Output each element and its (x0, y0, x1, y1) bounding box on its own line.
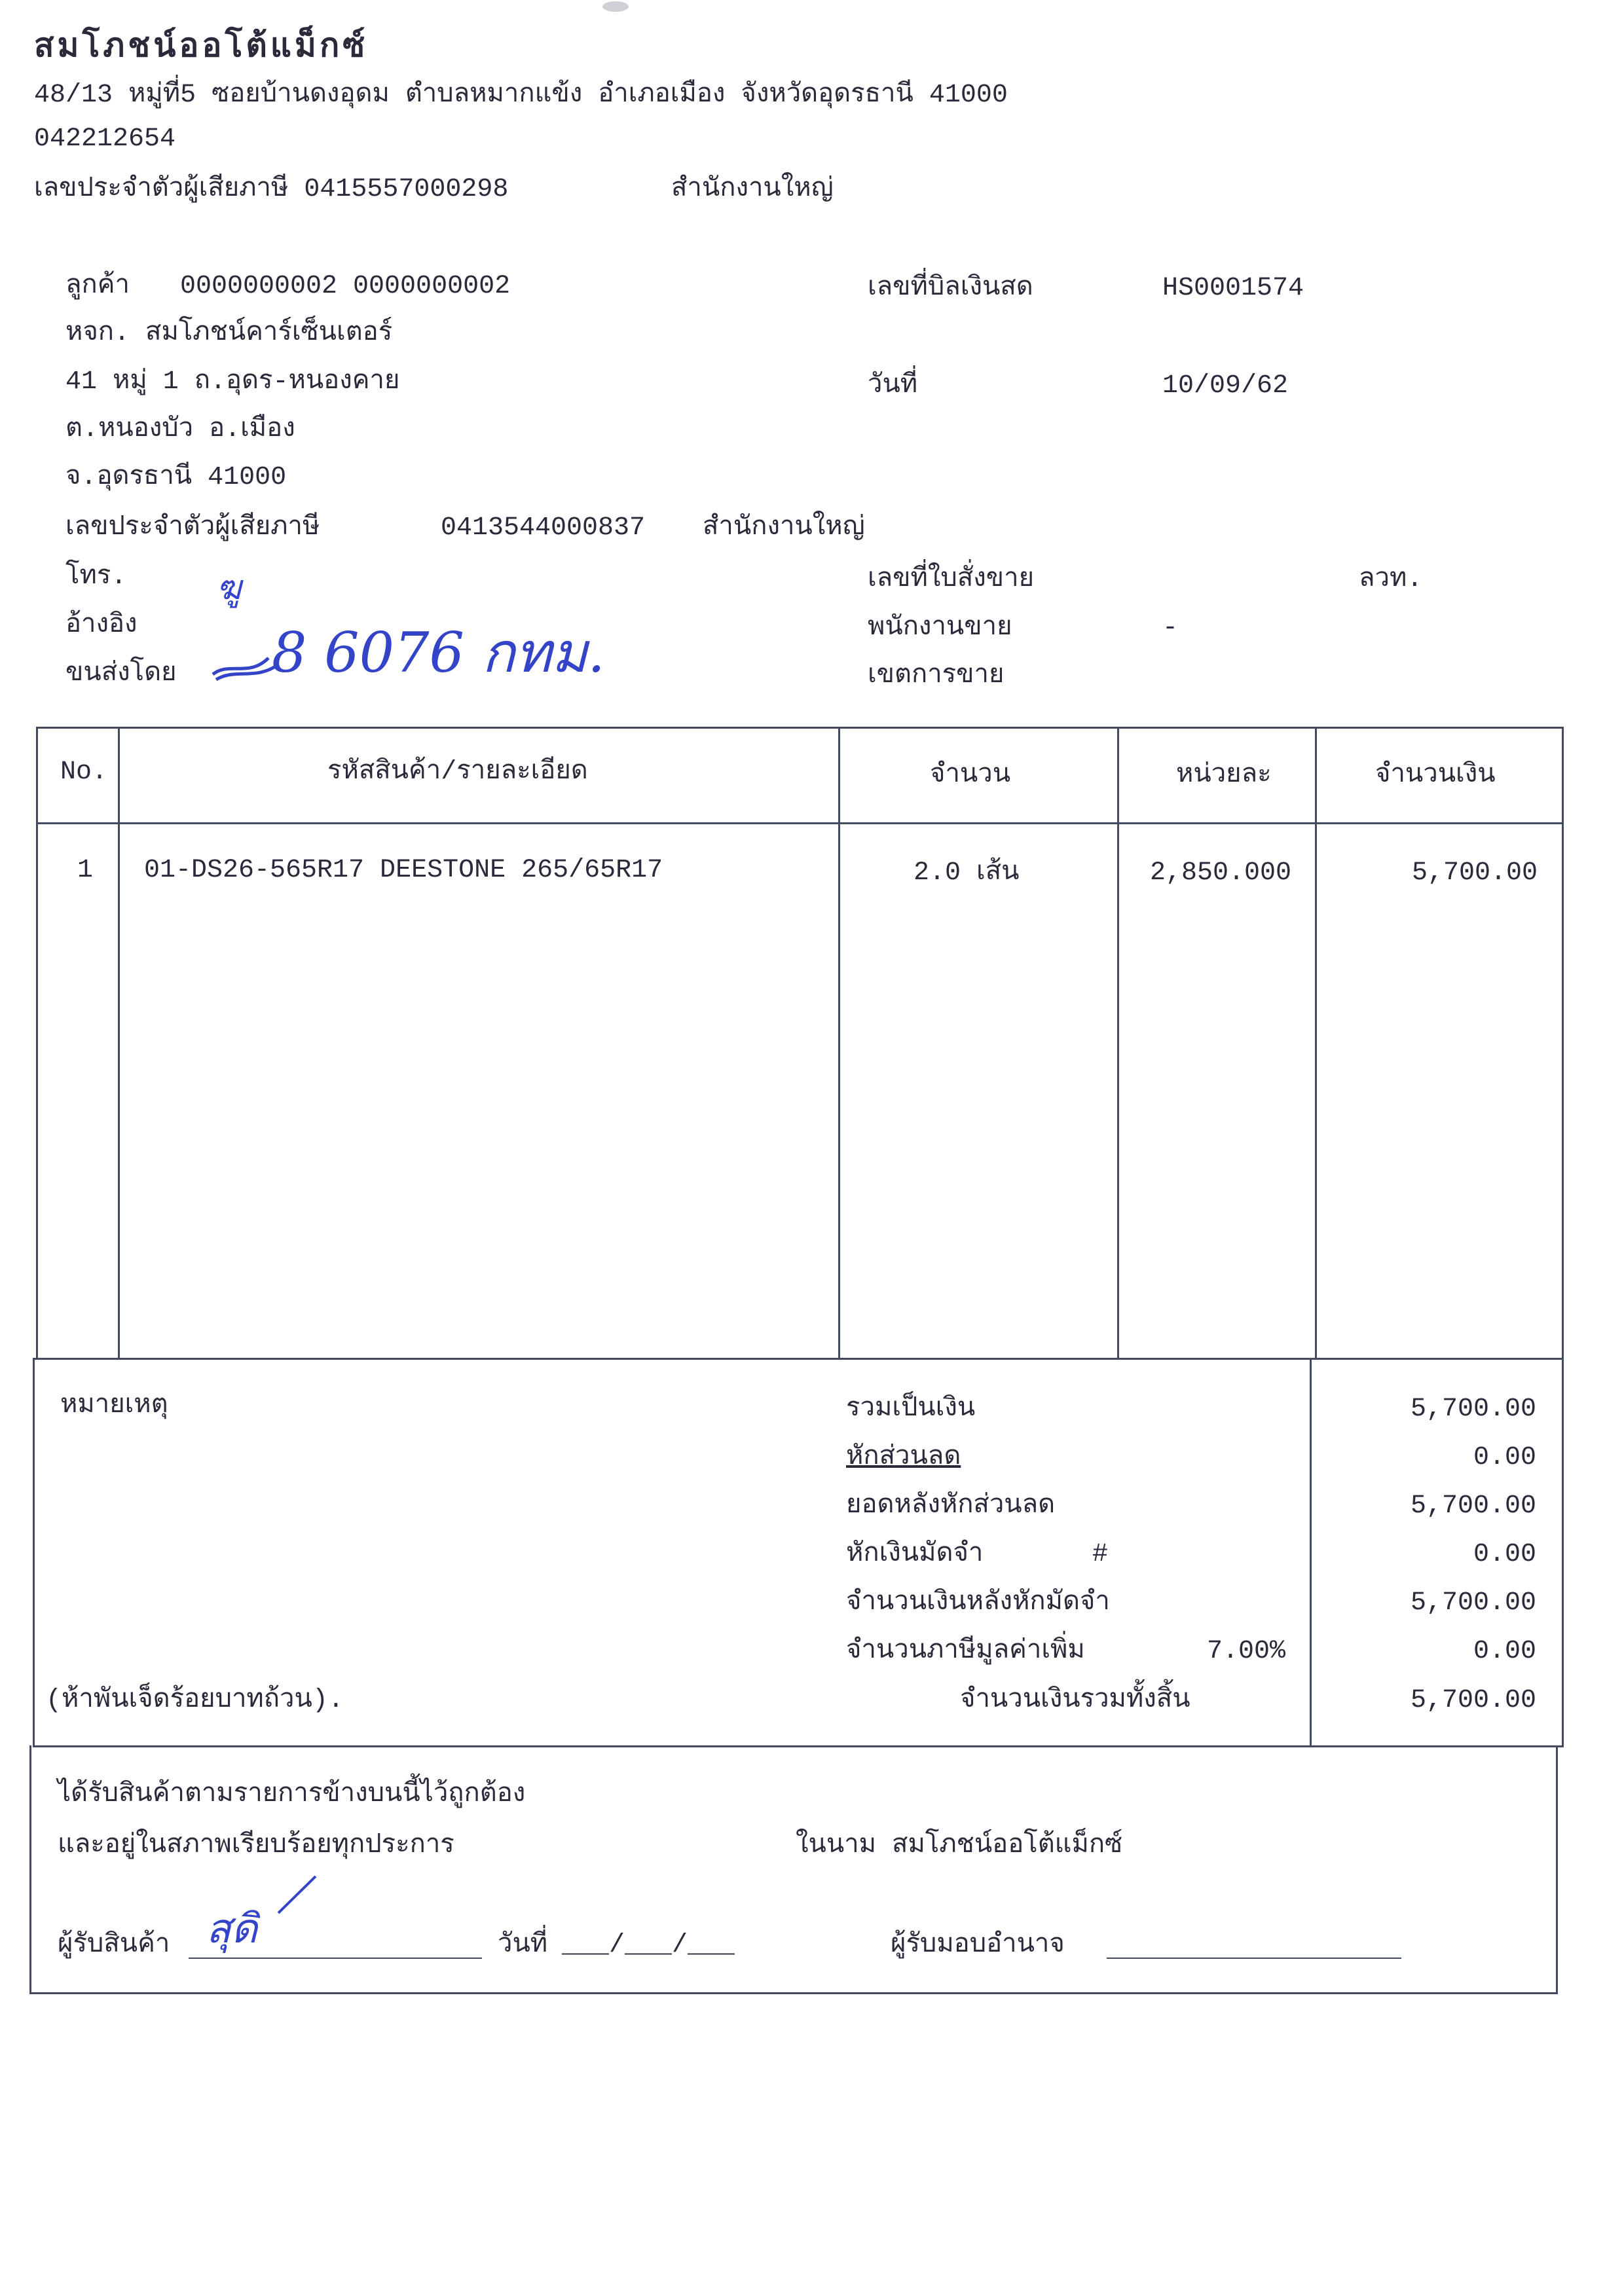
footer-right-border (1556, 1745, 1558, 1994)
strikethrough-scribble (210, 648, 282, 687)
header-no: No. (60, 757, 108, 787)
handwritten-reference-mark: ฆู (216, 568, 242, 608)
customer-address-1: 41 หมู่ 1 ถ.อุดร-หนองคาย (65, 367, 400, 397)
authorized-signature-line (1107, 1958, 1401, 1959)
subtotal-label: รวมเป็นเงิน (846, 1394, 976, 1424)
customer-branch: สำนักงานใหญ่ (703, 513, 865, 543)
handwritten-shipping-note: 8 6076 กทม. (272, 621, 605, 685)
table-right-border (1562, 727, 1564, 1358)
amount-in-words: (ห้าพันเจ็ดร้อยบาทถ้วน). (46, 1686, 344, 1715)
table-header-divider (37, 822, 1564, 824)
receiver-signature: สุดิ (206, 1904, 258, 1952)
vat-value: 0.00 (1473, 1637, 1536, 1666)
company-name: สมโภชน์ออโต้แม็กซ์ (34, 26, 369, 64)
after-deposit-label: จำนวนเงินหลังหักมัดจำ (846, 1588, 1110, 1618)
row-quantity: 2.0 เส้น (913, 858, 1020, 888)
table-col-divider-4 (1315, 727, 1317, 1358)
summary-col-divider (1310, 1358, 1312, 1747)
deposit-hash: # (1092, 1540, 1109, 1569)
date-label: วันที่ (868, 371, 918, 401)
shipping-label: ขนส่งโดย (65, 659, 177, 689)
company-branch: สำนักงานใหญ่ (671, 175, 834, 204)
customer-code: 0000000002 0000000002 (180, 272, 511, 301)
customer-name: หจก. สมโภชน์คาร์เซ็นเตอร์ (65, 319, 393, 348)
header-amount: จำนวนเงิน (1375, 761, 1496, 790)
discount-label: หักส่วนลด (846, 1443, 961, 1472)
row-unit-price: 2,850.000 (1149, 858, 1291, 888)
header-unit-price: หน่วยละ (1176, 761, 1272, 790)
subtotal-value: 5,700.00 (1410, 1394, 1536, 1424)
received-statement-line-2: และอยู่ในสภาพเรียบร้อยทุกประการ (58, 1831, 454, 1861)
salesperson-value: - (1162, 613, 1179, 643)
header-description: รหัสสินค้า/รายละเอียด (327, 757, 588, 787)
invoice-date: 10/09/62 (1162, 371, 1289, 401)
customer-address-3: จ.อุดรธานี 41000 (65, 463, 287, 492)
sales-order-label: เลขที่ใบสั่งขาย (868, 565, 1035, 594)
footer-left-border (29, 1745, 31, 1994)
after-discount-value: 5,700.00 (1410, 1491, 1536, 1521)
bill-number: HS0001574 (1162, 274, 1304, 303)
received-statement-line-1: ได้รับสินค้าตามรายการข้างบนนี้ไว้ถูกต้อง (58, 1780, 526, 1810)
deposit-label: หักเงินมัดจำ (846, 1540, 984, 1569)
receiver-label: ผู้รับสินค้า (58, 1931, 170, 1960)
deposit-value: 0.00 (1473, 1540, 1536, 1569)
table-top-border (37, 727, 1564, 729)
company-phone: 042212654 (34, 124, 176, 154)
authorized-label: ผู้รับมอบอำนาจ (891, 1931, 1065, 1960)
table-bottom-border (33, 1358, 1564, 1360)
row-description: 01-DS26-565R17 DEESTONE 265/65R17 (144, 856, 663, 885)
customer-label: ลูกค้า (65, 272, 130, 301)
receive-date-blank: ___/___/___ (562, 1931, 735, 1960)
company-address: 48/13 หมู่ที่5 ซอยบ้านดงอุดม ตำบลหมากแข้ง อำเภอเมือง จังหวัดอุดรธานี 41000 (34, 81, 1008, 110)
after-deposit-value: 5,700.00 (1410, 1588, 1536, 1618)
customer-tax-label: เลขประจำตัวผู้เสียภาษี (65, 513, 320, 543)
company-tax-id: เลขประจำตัวผู้เสียภาษี 0415557000298 (34, 175, 509, 204)
scan-speck (602, 1, 629, 12)
sales-area-label: เขตการขาย (868, 661, 1005, 691)
on-behalf-of: ในนาม สมโภชน์ออโต้แม็กซ์ (796, 1831, 1123, 1861)
sales-order-value: ลวท. (1359, 565, 1423, 594)
table-left-border (36, 727, 38, 1358)
summary-left-border (33, 1358, 35, 1747)
vat-label: จำนวนภาษีมูลค่าเพิ่ม (846, 1637, 1085, 1666)
customer-address-2: ต.หนองบัว อ.เมือง (65, 415, 295, 445)
signature-stroke (275, 1872, 321, 1918)
summary-right-border (1562, 1358, 1564, 1747)
receive-date-label: วันที่ (498, 1931, 548, 1960)
remark-label: หมายเหตุ (60, 1391, 168, 1421)
footer-bottom-border (29, 1992, 1558, 1994)
after-discount-label: ยอดหลังหักส่วนลด (846, 1491, 1056, 1521)
salesperson-label: พนักงานขาย (868, 613, 1012, 643)
customer-tax-id: 0413544000837 (441, 513, 646, 543)
grand-total-value: 5,700.00 (1410, 1686, 1536, 1715)
vat-rate: 7.00% (1207, 1637, 1286, 1666)
discount-value: 0.00 (1473, 1443, 1536, 1472)
summary-bottom-border (33, 1745, 1564, 1747)
reference-label: อ้างอิง (65, 611, 138, 640)
receiver-signature-line (189, 1958, 482, 1959)
table-col-divider-1 (118, 727, 120, 1358)
customer-phone-label: โทร. (65, 562, 127, 592)
row-no: 1 (77, 856, 94, 885)
bill-number-label: เลขที่บิลเงินสด (868, 274, 1033, 303)
table-col-divider-2 (838, 727, 840, 1358)
header-quantity: จำนวน (930, 761, 1011, 790)
table-col-divider-3 (1117, 727, 1119, 1358)
row-amount: 5,700.00 (1411, 858, 1538, 888)
grand-total-label: จำนวนเงินรวมทั้งสิ้น (960, 1686, 1190, 1715)
